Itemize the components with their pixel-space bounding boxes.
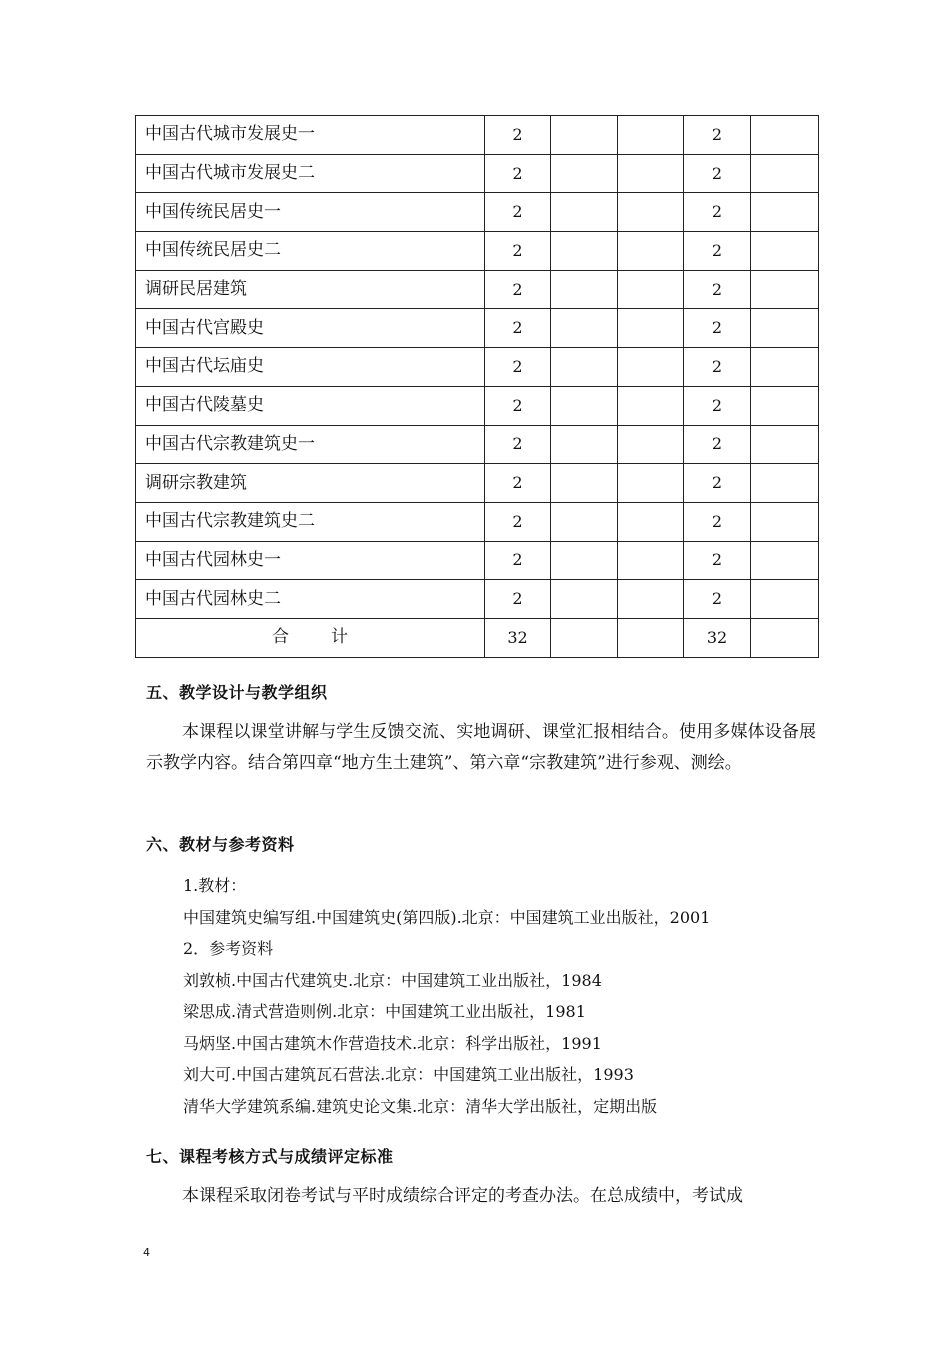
hours-cell	[551, 193, 618, 232]
hours-cell	[751, 386, 819, 425]
hours-cell	[618, 502, 684, 541]
hours-cell	[618, 154, 684, 193]
hours-cell	[551, 270, 618, 309]
table-row	[136, 386, 819, 425]
reference-line: 梁思成.清式营造则例.北京：中国建筑工业出版社，1981	[183, 1002, 586, 1021]
table-total-row	[136, 618, 819, 657]
course-hours-table	[135, 115, 819, 658]
hours-cell: 2	[684, 348, 751, 387]
hours-cell	[618, 309, 684, 348]
hours-cell	[551, 502, 618, 541]
course-topic-cell: 调研宗教建筑	[136, 464, 485, 503]
hours-cell: 2	[485, 348, 551, 387]
hours-cell	[751, 348, 819, 387]
hours-cell: 2	[684, 386, 751, 425]
hours-cell	[618, 348, 684, 387]
total-hours-cell	[751, 618, 819, 657]
hours-cell: 2	[485, 193, 551, 232]
hours-cell: 2	[684, 193, 751, 232]
table-row	[136, 464, 819, 503]
hours-cell: 2	[684, 309, 751, 348]
table-row	[136, 541, 819, 580]
total-hours-cell: 32	[684, 618, 751, 657]
hours-cell: 2	[485, 502, 551, 541]
hours-cell: 2	[485, 232, 551, 271]
hours-cell: 2	[684, 270, 751, 309]
reference-line: 刘敦桢.中国古代建筑史.北京：中国建筑工业出版社，1984	[183, 970, 602, 990]
hours-cell: 2	[684, 425, 751, 464]
hours-cell	[551, 154, 618, 193]
table-row	[136, 232, 819, 271]
hours-cell	[618, 116, 684, 155]
hours-cell: 2	[684, 502, 751, 541]
section6-heading: 六、教材与参考资料	[146, 835, 295, 854]
table-row	[136, 270, 819, 309]
course-topic-cell: 中国古代城市发展史二	[136, 154, 485, 193]
hours-cell: 2	[684, 580, 751, 619]
course-topic-cell: 中国古代宫殿史	[136, 309, 485, 348]
course-topic-cell: 中国古代坛庙史	[136, 348, 485, 387]
reference-line: 清华大学建筑系编.建筑史论文集.北京：清华大学出版社，定期出版	[183, 1096, 658, 1116]
course-topic-cell: 中国古代宗教建筑史二	[136, 502, 485, 541]
hours-cell	[618, 386, 684, 425]
table-row	[136, 193, 819, 232]
table-row	[136, 154, 819, 193]
reference-list	[183, 870, 823, 1122]
section7-body: 本课程采取闭卷考试与平时成绩综合评定的考查办法。在总成绩中，考试成	[182, 1186, 743, 1206]
hours-cell	[551, 425, 618, 464]
reference-line: 马炳坚.中国古建筑木作营造技术.北京：科学出版社，1991	[183, 1033, 602, 1053]
reference-line: 刘大可.中国古建筑瓦石营法.北京：中国建筑工业出版社，1993	[183, 1065, 634, 1084]
hours-cell	[551, 464, 618, 503]
table-row	[136, 580, 819, 619]
hours-cell: 2	[684, 116, 751, 155]
hours-cell	[751, 154, 819, 193]
reference-line: 中国建筑史编写组.中国建筑史(第四版).北京：中国建筑工业出版社，2001	[183, 907, 711, 927]
total-hours-cell	[618, 618, 684, 657]
hours-cell	[751, 116, 819, 155]
hours-cell	[618, 464, 684, 503]
hours-cell	[551, 116, 618, 155]
table-row	[136, 348, 819, 387]
reference-line: 2．参考资料	[183, 939, 274, 958]
hours-cell: 2	[485, 309, 551, 348]
table-row	[136, 425, 819, 464]
hours-cell	[751, 464, 819, 503]
table-body	[136, 116, 819, 658]
hours-cell	[551, 580, 618, 619]
total-hours-cell	[551, 618, 618, 657]
hours-cell	[551, 309, 618, 348]
table-row	[136, 116, 819, 155]
hours-cell	[751, 580, 819, 619]
reference-line: 1.教材：	[183, 876, 247, 895]
section7-heading: 七、课程考核方式与成绩评定标准	[146, 1147, 394, 1166]
hours-cell	[618, 193, 684, 232]
hours-cell	[618, 541, 684, 580]
course-topic-cell: 中国古代陵墓史	[136, 386, 485, 425]
total-hours-cell: 32	[485, 618, 551, 657]
hours-cell	[751, 232, 819, 271]
hours-cell: 2	[485, 541, 551, 580]
total-label-b: 计	[331, 627, 348, 648]
course-topic-cell: 中国古代城市发展史一	[136, 116, 485, 155]
section5-heading: 五、教学设计与教学组织	[146, 683, 328, 702]
hours-cell	[551, 386, 618, 425]
hours-cell	[618, 270, 684, 309]
hours-cell: 2	[684, 154, 751, 193]
hours-cell	[751, 502, 819, 541]
hours-cell: 2	[684, 541, 751, 580]
hours-cell: 2	[485, 116, 551, 155]
course-topic-cell: 中国传统民居史一	[136, 193, 485, 232]
hours-cell: 2	[684, 232, 751, 271]
hours-cell	[618, 232, 684, 271]
hours-cell	[751, 193, 819, 232]
hours-cell	[751, 541, 819, 580]
hours-cell	[551, 541, 618, 580]
hours-cell: 2	[485, 154, 551, 193]
total-label-cell	[136, 618, 485, 657]
course-topic-cell: 中国古代园林史一	[136, 541, 485, 580]
table-row	[136, 309, 819, 348]
hours-cell: 2	[485, 464, 551, 503]
hours-cell	[751, 425, 819, 464]
page-number: 4	[143, 1246, 150, 1259]
total-label-a: 合	[272, 627, 289, 648]
course-topic-cell: 中国古代宗教建筑史一	[136, 425, 485, 464]
hours-cell	[551, 348, 618, 387]
course-topic-cell: 中国古代园林史二	[136, 580, 485, 619]
hours-cell: 2	[485, 425, 551, 464]
hours-cell	[751, 309, 819, 348]
section5-body: 本课程以课堂讲解与学生反馈交流、实地调研、课堂汇报相结合。使用多媒体设备展示教学内容。结合第四章“地方生土建筑”、第六章“宗教建筑”进行参观、测绘。	[146, 722, 816, 773]
hours-cell: 2	[485, 580, 551, 619]
table-row	[136, 502, 819, 541]
hours-cell: 2	[485, 386, 551, 425]
hours-cell	[551, 232, 618, 271]
hours-cell: 2	[485, 270, 551, 309]
hours-cell	[751, 270, 819, 309]
course-topic-cell: 中国传统民居史二	[136, 232, 485, 271]
hours-cell: 2	[684, 464, 751, 503]
hours-cell	[618, 425, 684, 464]
hours-cell	[618, 580, 684, 619]
course-topic-cell: 调研民居建筑	[136, 270, 485, 309]
